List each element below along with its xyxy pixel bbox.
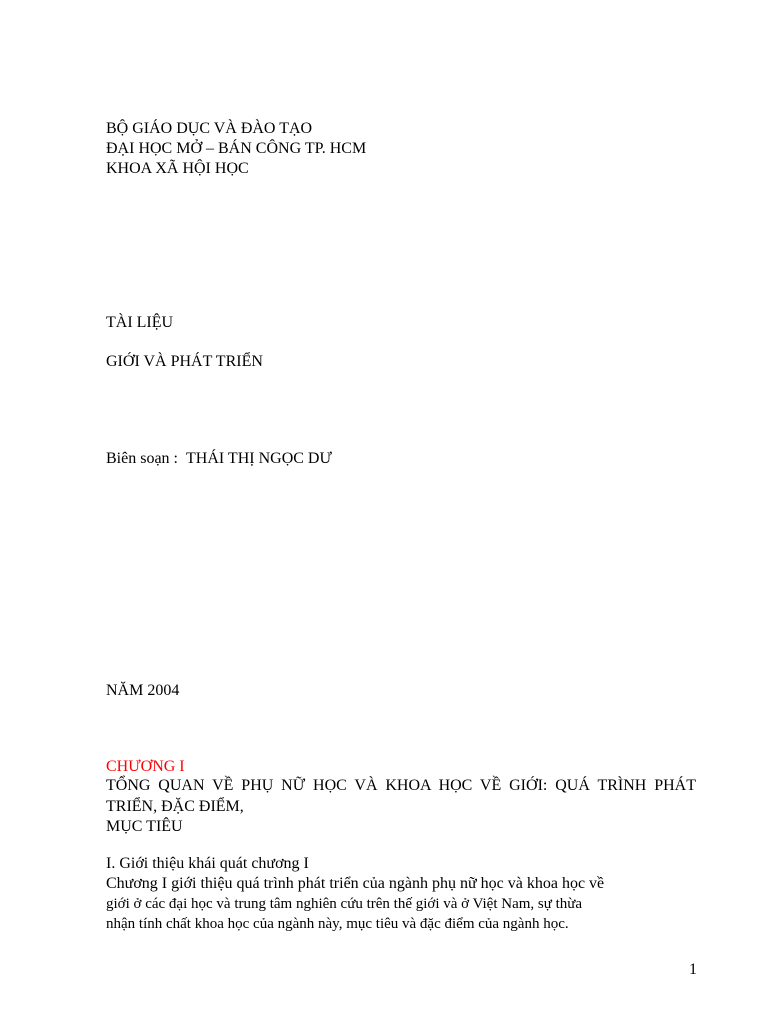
author-line (106, 449, 332, 469)
faculty-heading: KHOA XÃ HỘI HỌC (106, 160, 249, 177)
chapter-title-line2: TRIỂN, ĐẶC ĐIỂM, (106, 798, 244, 815)
page-number: 1 (689, 961, 697, 978)
document-title: GIỚI VÀ PHÁT TRIỂN (106, 353, 263, 370)
chapter-title-line3: MỤC TIÊU (106, 818, 183, 835)
intro-heading: I. Giới thiệu khái quát chương I (106, 855, 309, 872)
document-type-label: TÀI LIỆU (106, 314, 174, 331)
intro-body-line2: giới ở các đại học và trung tâm nghiên cứu trên thế giới và ở Việt Nam, sự thừa (106, 896, 583, 912)
author-name: THÁI THỊ NGỌC DƯ (186, 450, 332, 467)
author-label: Biên soạn : (106, 450, 178, 467)
ministry-heading: BỘ GIÁO DỤC VÀ ĐÀO TẠO (106, 120, 313, 137)
chapter-title-line1: TỔNG QUAN VỀ PHỤ NỮ HỌC VÀ KHOA HỌC VỀ GIỚI: QUÁ TRÌNH PHÁT (106, 777, 696, 794)
university-heading: ĐẠI HỌC MỞ – BÁN CÔNG TP. HCM (106, 140, 367, 157)
document-year: NĂM 2004 (106, 682, 180, 699)
intro-body-line3: nhận tính chất khoa học của ngành này, mục tiêu và đặc điểm của ngành học. (106, 916, 569, 932)
intro-body-line1: Chương I giới thiệu quá trình phát triển của ngành phụ nữ học và khoa học về (106, 875, 605, 892)
chapter-number: CHƯƠNG I (106, 758, 185, 775)
